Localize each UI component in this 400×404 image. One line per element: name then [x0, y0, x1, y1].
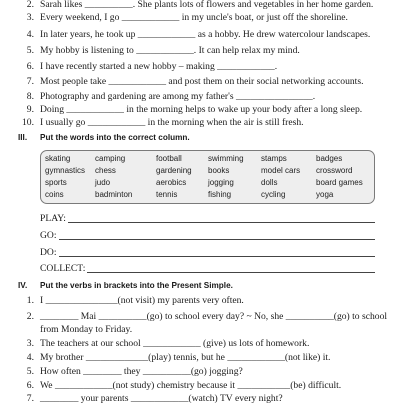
- category-answer-line[interactable]: [40, 263, 375, 274]
- word-bank-box: [40, 150, 375, 204]
- word-bank-item: sports: [45, 178, 67, 187]
- word-bank-item: dolls: [261, 178, 278, 187]
- category-answer-line[interactable]: [40, 213, 375, 224]
- word-bank-item: badminton: [95, 190, 133, 199]
- section-3-instruction: Put the words into the correct column.: [40, 133, 190, 142]
- section-2-line: [18, 12, 388, 23]
- section-2-line: [18, 76, 388, 87]
- section-4-line-number: 3.: [26, 338, 34, 349]
- section-4-line-number: 5.: [26, 366, 34, 377]
- category-label: GO:: [40, 230, 57, 241]
- section-4-instruction: Put the verbs in brackets into the Present Simple.: [40, 281, 233, 290]
- section-2-line-number: 8.: [26, 91, 34, 102]
- word-bank-item: board games: [316, 178, 363, 187]
- category-label: PLAY:: [40, 213, 66, 224]
- section-4-line-number: 1.: [26, 295, 34, 306]
- section-4-line: [18, 295, 388, 306]
- section-4-line: [18, 338, 388, 349]
- word-bank-item: gymnastics: [45, 166, 86, 175]
- section-2-line-text: Doing ____________ in the morning helps to wake up your body after a long sleep.: [40, 104, 363, 115]
- word-bank-item: camping: [95, 154, 126, 163]
- section-2-line-number: 5.: [26, 45, 34, 56]
- section-2-line: [18, 104, 388, 115]
- section-2-line: [18, 0, 388, 10]
- section-4-line-number: 6.: [26, 380, 34, 391]
- section-2-line-text: My hobby is listening to ____________. It can help relax my mind.: [40, 45, 300, 56]
- section-4-heading: [18, 281, 388, 291]
- word-bank-item: jogging: [208, 178, 234, 187]
- section-2-line-text: Most people take ____________ and post them on their social networking accounts.: [40, 76, 364, 87]
- section-2-line-number: 4.: [26, 29, 34, 40]
- section-4-line: [18, 366, 388, 377]
- section-4-line: [18, 380, 388, 391]
- section-2-line-number: 2.: [26, 0, 34, 10]
- section-4-line-text: The teachers at our school ____________ (give) us lots of homework.: [40, 338, 310, 349]
- word-bank-item: crossword: [316, 166, 353, 175]
- section-4-line-text: from Monday to Friday.: [40, 324, 133, 335]
- word-bank-item: chess: [95, 166, 116, 175]
- section-2-line-number: 7.: [26, 76, 34, 87]
- word-bank-item: judo: [95, 178, 111, 187]
- word-bank-item: gardening: [156, 166, 192, 175]
- section-4-line-text: ________ your parents ____________(watch) TV every night?: [40, 393, 283, 404]
- word-bank-item: badges: [316, 154, 343, 163]
- answer-rule: [40, 256, 375, 257]
- word-bank-item: swimming: [208, 154, 244, 163]
- section-4-line-number: 2.: [26, 311, 34, 322]
- section-4-line: [18, 311, 388, 322]
- answer-rule: [40, 272, 375, 273]
- section-2-line: [18, 117, 388, 128]
- section-2-line-text: I usually go ____________ in the morning when the air is still fresh.: [40, 117, 304, 128]
- word-bank-item: coins: [45, 190, 64, 199]
- section-2-line: [18, 45, 388, 56]
- word-bank-item: aerobics: [156, 178, 187, 187]
- word-bank-item: football: [156, 154, 182, 163]
- word-bank-item: stamps: [261, 154, 287, 163]
- section-3-heading: [18, 133, 388, 143]
- section-2-line-text: In later years, he took up ____________ as a hobby. He drew watercolour landscapes.: [40, 29, 371, 40]
- category-label: COLLECT:: [40, 263, 86, 274]
- word-bank-item: model cars: [261, 166, 301, 175]
- section-4-line-number: 7.: [26, 393, 34, 404]
- section-2-line: [18, 29, 388, 40]
- section-3-number: III.: [18, 133, 28, 142]
- section-2-line-number: 6.: [26, 61, 34, 72]
- answer-rule: [40, 239, 375, 240]
- section-2-line-text: I have recently started a new hobby – making ____________.: [40, 61, 278, 72]
- section-4-line: [18, 324, 388, 335]
- category-label: DO:: [40, 247, 57, 258]
- word-bank-item: fishing: [208, 190, 232, 199]
- word-bank-item: cycling: [261, 190, 286, 199]
- word-bank-item: tennis: [156, 190, 178, 199]
- section-2-line-number: 10.: [22, 117, 34, 128]
- section-2-line-number: 3.: [26, 12, 34, 23]
- category-answer-line[interactable]: [40, 247, 375, 258]
- section-2-line-text: Every weekend, I go ____________ in my uncle's boat, or just off the shoreline.: [40, 12, 348, 23]
- section-2-line: [18, 61, 388, 72]
- word-bank-item: yoga: [316, 190, 334, 199]
- section-2-line-number: 9.: [26, 104, 34, 115]
- word-bank-item: books: [208, 166, 230, 175]
- section-4-line-text: My brother _____________(play) tennis, but he ____________(not like) it.: [40, 352, 331, 363]
- word-bank-item: skating: [45, 154, 71, 163]
- answer-rule: [40, 222, 375, 223]
- section-2-line: [18, 91, 388, 102]
- section-4-line-text: I _______________(not visit) my parents very often.: [40, 295, 244, 306]
- section-4-line-text: We ____________(not study) chemistry because it ___________(be) difficult.: [40, 380, 342, 391]
- category-answer-line[interactable]: [40, 230, 375, 241]
- section-4-line: [18, 393, 388, 404]
- section-2-line-text: Sarah likes __________. She plants lots of flowers and vegetables in her home garden.: [40, 0, 374, 10]
- section-4-number: IV.: [18, 281, 28, 290]
- section-4-line-text: How often ________ they __________(go) jogging?: [40, 366, 243, 377]
- section-4-line-text: ________ Mai __________(go) to school every day? ~ No, she __________(go) to school: [40, 311, 388, 322]
- section-4-line: [18, 352, 388, 363]
- section-2-line-text: Photography and gardening are among my father's ________________.: [40, 91, 316, 102]
- section-4-line-number: 4.: [26, 352, 34, 363]
